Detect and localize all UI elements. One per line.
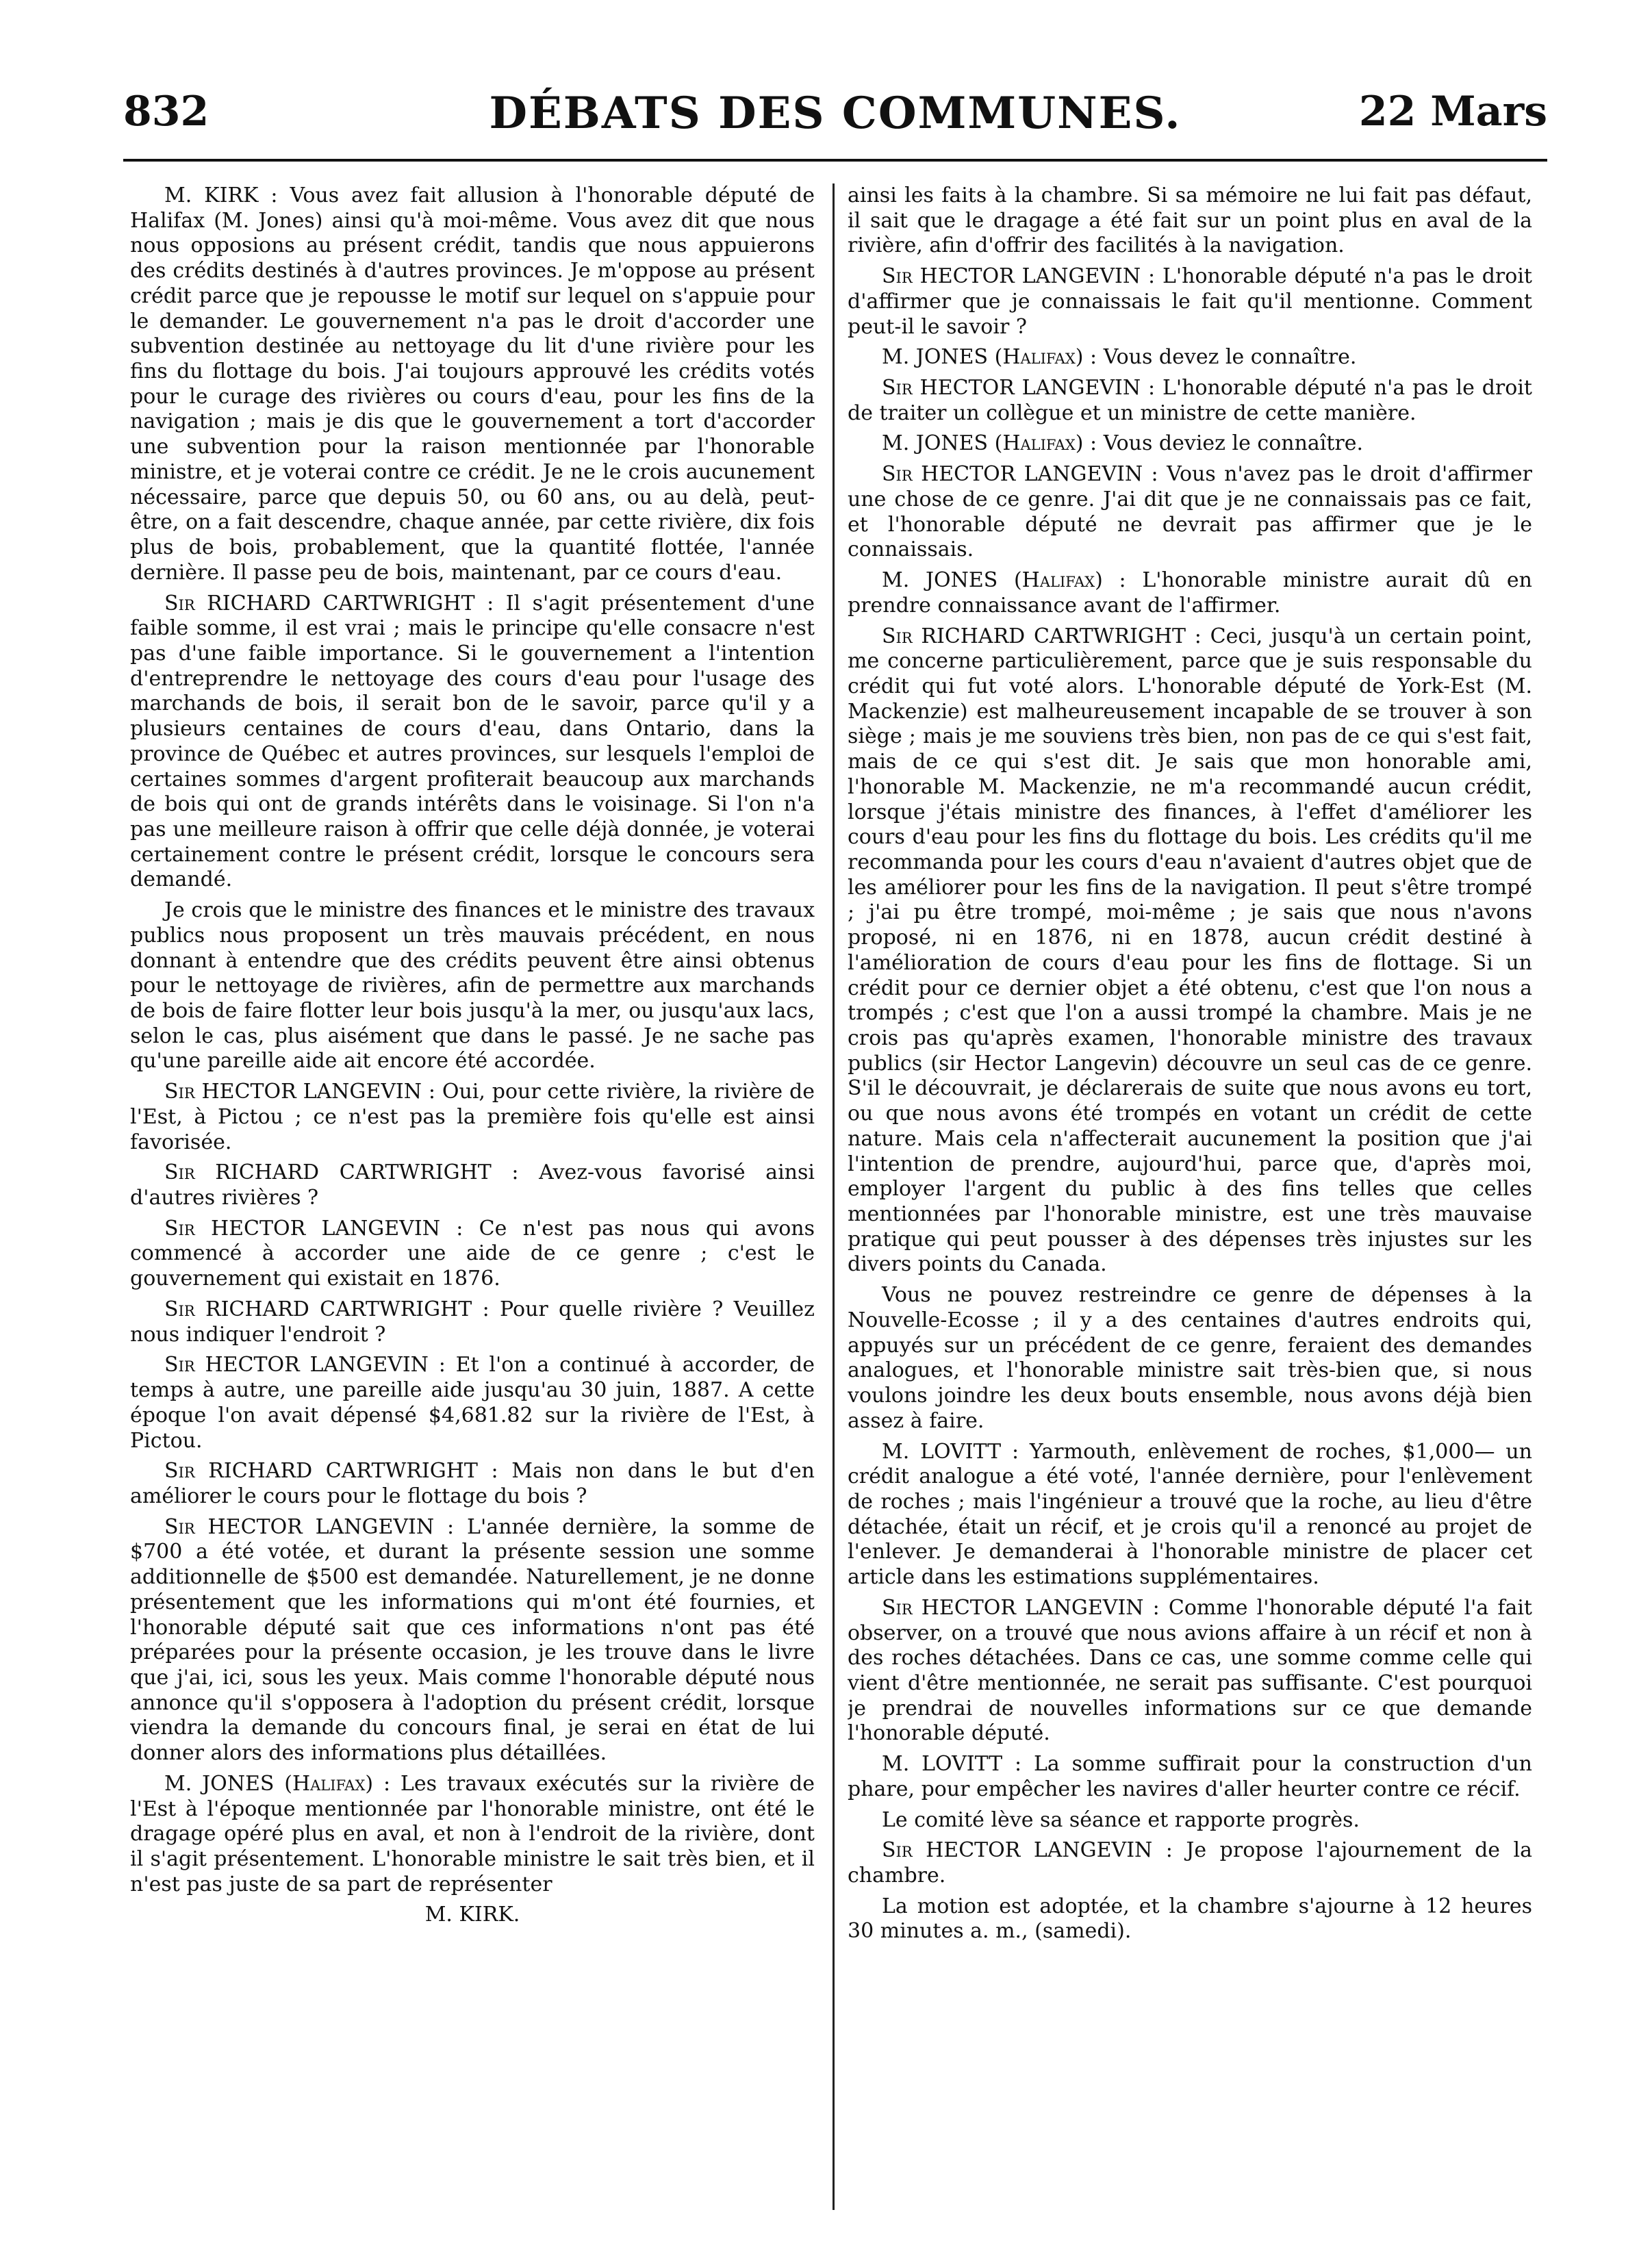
paragraph-text: La motion est adoptée, et la chambre s'ajourne à 12 heures 30 minutes a. m., (samedi). bbox=[848, 1894, 1532, 1944]
column-divider bbox=[833, 183, 835, 2210]
paragraph bbox=[848, 264, 1532, 340]
paragraph-text: ainsi les faits à la chambre. Si sa mémoire ne lui fait pas défaut, il sait que le dragage a été fait sur un point plus en aval de la rivière, afin d'offrir des facilités à la navigation. bbox=[848, 183, 1532, 258]
paragraph bbox=[848, 183, 1532, 259]
header-rule bbox=[123, 159, 1547, 162]
paragraph bbox=[848, 624, 1532, 1278]
paragraph bbox=[130, 1217, 815, 1292]
speaker-name: M. LOVITT : bbox=[882, 1752, 1022, 1777]
page-header bbox=[123, 88, 1547, 149]
paragraph-text: Vous n'avez pas le droit d'affirmer une chose de ce genre. J'ai dit que je ne connaissais pas ce fait, et l'honorable député ne devrait pas affirmer que je le connaissais. bbox=[848, 462, 1532, 562]
paragraph-text: L'année dernière, la somme de $700 a été votée, et durant la présente session une somme additionnelle de $500 est demandée. Naturellement, je ne donne présentement que les informations qui m'ont été fournies, et l'honorable député sait que ces informations n'ont pas été préparées pour la présente occasion, je les trouve dans le livre que j'ai, ici, sous les yeux. Mais comme l'honorable député nous annonce qu'il s'opposera à l'adoption du présent crédit, lorsque viendra la demande du concours final, je serai en état de lui donner alors des informations plus détaillées. bbox=[130, 1514, 815, 1766]
paragraph-text: L'honorable ministre aurait dû en prendre connaissance avant de l'affirmer. bbox=[848, 568, 1532, 618]
left-column bbox=[130, 183, 815, 2210]
paragraph bbox=[130, 592, 815, 893]
paragraph-text: Le comité lève sa séance et rapporte progrès. bbox=[882, 1807, 1360, 1832]
speaker-name: M. KIRK : bbox=[164, 183, 278, 207]
paragraph-text: Yarmouth, enlèvement de roches, $1,000— un crédit analogue a été voté, l'année dernière, pour l'enlèvement de roches ; mais l'ingénieur a trouvé que la roche, au lieu d'être détachée, était un récif, et je crois qu'il a renoncé au projet de l'enlever. Je demanderai à l'honorable ministre de placer cet article dans les estimations supplémentaires. bbox=[848, 1439, 1532, 1590]
paragraph-text: Vous ne pouvez restreindre ce genre de dépenses à la Nouvelle-Ecosse ; il y a des centaines d'autres endroits qui, appuyés sur un précédent de ce genre, feraient des demandes analogues, et l'honorable ministre sait très-bien que, si nous voulons joindre les deux bouts ensemble, nous avons déjà bien assez à faire. bbox=[848, 1283, 1532, 1433]
speaker-name: Sir HECTOR LANGEVIN : bbox=[882, 1595, 1160, 1620]
paragraph-text: Oui, pour cette rivière, la rivière de l'Est, à Pictou ; ce n'est pas la première fois qu'elle est ainsi favorisée. bbox=[130, 1080, 815, 1154]
speaker-name: Sir HECTOR LANGEVIN : bbox=[164, 1353, 446, 1377]
paragraph bbox=[848, 462, 1532, 563]
paragraph bbox=[130, 898, 815, 1074]
paragraph-text: Je crois que le ministre des finances et le ministre des travaux publics nous proposent un très mauvais précédent, en nous donnant à entendre que des crédits peuvent être ainsi obtenus pour le nettoyage de rivières, afin de permettre aux marchands de bois de faire flotter leur bois jusqu'à la mer, ou jusqu'aux lacs, selon le cas, plus aisément que dans le passé. Je ne sache pas qu'une pareille aide ait encore été accordée. bbox=[130, 898, 815, 1073]
paragraph-text: Mais non dans le but d'en améliorer le cours pour le flottage du bois ? bbox=[130, 1459, 815, 1508]
paragraph bbox=[848, 1894, 1532, 1944]
speaker-name: Sir RICHARD CARTWRIGHT : bbox=[164, 591, 494, 615]
speaker-name: Sir HECTOR LANGEVIN : bbox=[882, 264, 1156, 289]
paragraph bbox=[848, 1808, 1532, 1833]
paragraph bbox=[848, 1838, 1532, 1888]
speaker-name: Sir HECTOR LANGEVIN : bbox=[882, 462, 1158, 487]
paragraph bbox=[130, 1353, 815, 1453]
speaker-name: Sir HECTOR LANGEVIN : bbox=[164, 1216, 463, 1241]
paragraph bbox=[130, 1772, 815, 1898]
speaker-name: M. JONES (Halifax) : bbox=[164, 1771, 391, 1796]
speaker-name: M. LOVITT : bbox=[882, 1439, 1019, 1464]
paragraph bbox=[848, 1596, 1532, 1746]
speaker-name: Sir HECTOR LANGEVIN : bbox=[164, 1080, 435, 1104]
paragraph-text: Ceci, jusqu'à un certain point, me concerne particulièrement, parce que je suis responsable du crédit qui fut voté alors. L'honorable député de York-Est (M. Mackenzie) est malheureusement incapable de se trouver à son siège ; mais je me souviens très bien, non pas de ce qui s'est fait, mais de ce qui s'est dit. Je sais que mon honorable ami, l'honorable M. Mackenzie, ne m'a recommandé aucun crédit, lorsque j'étais ministre des finances, à l'effet d'améliorer les cours d'eau pour les fins du flottage du bois. Les crédits qu'il me recommanda pour les cours d'eau n'avaient d'autres objet que de les améliorer pour les fins de la navigation. Il peut s'être trompé ; j'ai pu être trompé, moi-même ; je sais que nous n'avons proposé, ni en 1876, ni en 1878, aucun crédit destiné à l'amélioration de cours d'eau pour les fins de flottage. Si un crédit pour ce dernier objet a été obtenu, c'est que l'on nous a trompés ; c'est que l'on a aussi trompé la chambre. Mais je ne crois pas qu'après examen, l'honorable ministre des travaux publics (sir Hector Langevin) découvre un seul cas de ce genre. S'il le découvrait, je déclarerais de suite que nous avons eu tort, ou que nous avons été trompés en votant un crédit de cette nature. Mais cela n'affecterait aucunement la position que j'ai l'intention de prendre, aujourd'hui, parce que, d'après moi, employer l'argent du public à des fins telles que celles mentionnées par l'honorable ministre, est une très mauvaise pratique qui peut pousser à des dépenses très injustes sur les divers points du Canada. bbox=[848, 624, 1532, 1277]
paragraph-text: Comme l'honorable député l'a fait observer, on a trouvé que nous avions affaire à un récif et non à des roches détachées. Dans ce cas, une somme comme celle qui vient d'être mentionnée, ne serait pas suffisante. C'est pourquoi je prendrai de nouvelles informations sur ce que demande l'honorable député. bbox=[848, 1595, 1532, 1746]
paragraph bbox=[130, 1459, 815, 1509]
page-title: DÉBATS DES COMMUNES. bbox=[489, 88, 1182, 139]
paragraph bbox=[130, 1080, 815, 1155]
paragraph bbox=[130, 1160, 815, 1210]
paragraph-text: Je propose l'ajournement de la chambre. bbox=[848, 1838, 1532, 1888]
speaker-name: Sir RICHARD CARTWRIGHT : bbox=[882, 624, 1202, 648]
paragraph bbox=[848, 1283, 1532, 1434]
paragraph bbox=[848, 431, 1532, 457]
speaker-name: Sir HECTOR LANGEVIN : bbox=[164, 1514, 455, 1539]
paragraph-text: La somme suffirait pour la construction d'un phare, pour empêcher les navires d'aller heurter contre ce récif. bbox=[848, 1752, 1532, 1801]
right-column bbox=[848, 183, 1532, 2210]
paragraph bbox=[848, 568, 1532, 618]
page-number: 832 bbox=[123, 88, 209, 136]
speaker-name: M. JONES (Halifax) : bbox=[882, 568, 1126, 593]
paragraph-text: Avez-vous favorisé ainsi d'autres rivières ? bbox=[130, 1160, 815, 1210]
paragraph bbox=[848, 1440, 1532, 1590]
paragraph-text: Vous deviez le connaître. bbox=[1103, 431, 1364, 456]
speaker-name: M. JONES (Halifax) : bbox=[882, 431, 1097, 456]
paragraph bbox=[848, 376, 1532, 426]
paragraph-text: L'honorable député n'a pas le droit de traiter un collègue et un ministre de cette manière. bbox=[848, 376, 1532, 425]
paragraph-text: Vous avez fait allusion à l'honorable député de Halifax (M. Jones) ainsi qu'à moi-même. Vous avez dit que nous nous opposions au présent crédit, tandis que nous appuierons des crédits destinés à d'autres provinces. Je m'oppose au présent crédit parce que je repousse le motif sur lequel on s'appuie pour le demander. Le gouvernement n'a pas le droit d'accorder une subvention destinée au nettoyage du lit d'une rivière pour les fins du flottage du bois. J'ai toujours approuvé les crédits votés pour le curage des rivières ou cours d'eau, pour les fins de la navigation ; mais je dis que le gouvernement a tort d'accorder une subvention pour la raison mentionnée par l'honorable ministre, et je voterai contre ce crédit. Je ne le crois aucunement nécessaire, parce que depuis 50, ou 60 ans, ou au delà, peut-être, on a fait descendre, chaque année, par cette rivière, dix fois plus de bois, probablement, que la quantité flottée, l'année dernière. Il passe peu de bois, maintenant, par ce cours d'eau. bbox=[130, 183, 815, 585]
paragraph-text: Pour quelle rivière ? Veuillez nous indiquer l'endroit ? bbox=[130, 1297, 815, 1347]
paragraph bbox=[848, 345, 1532, 370]
paragraph-text: Vous devez le connaître. bbox=[1103, 345, 1357, 370]
speaker-name: Sir RICHARD CARTWRIGHT : bbox=[164, 1459, 498, 1484]
speaker-name: Sir HECTOR LANGEVIN : bbox=[882, 376, 1156, 401]
paragraph-text: Il s'agit présentement d'une faible somme, il est vrai ; mais le principe qu'elle consacre n'est pas d'une faible importance. Si le gouvernement a l'intention d'entreprendre le nettoyage des cours d'eau pour l'usage des marchands de bois, il serait bon de le savoir, parce qu'il y a plusieurs centaines de cours d'eau, dans Ontario, dans la province de Québec et autres provinces, sur lesquels l'emploi de certaines sommes d'argent profiterait beaucoup aux marchands de bois qui ont de grands intérêts dans le voisinage. Si l'on n'a pas une meilleure raison à offrir que celle déjà donnée, je voterai certainement contre le présent crédit, lorsque le concours sera demandé. bbox=[130, 591, 815, 892]
paragraph-text: Les travaux exécutés sur la rivière de l'Est à l'époque mentionnée par l'honorable ministre, ont été le dragage opéré plus en aval, et non à l'endroit de la rivière, dont il s'agit présentement. L'honorable ministre le sait très bien, et il n'est pas juste de sa part de représenter bbox=[130, 1771, 815, 1896]
paragraph bbox=[848, 1752, 1532, 1802]
paragraph bbox=[130, 1515, 815, 1766]
speaker-name: Sir RICHARD CARTWRIGHT : bbox=[164, 1297, 490, 1321]
column-footer: M. KIRK. bbox=[424, 1903, 520, 1927]
speaker-name: Sir RICHARD CARTWRIGHT : bbox=[164, 1160, 519, 1185]
paragraph-text: Ce n'est pas nous qui avons commencé à accorder une aide de ce genre ; c'est le gouvernement qui existait en 1876. bbox=[130, 1216, 815, 1291]
page-date: 22 Mars bbox=[1358, 88, 1547, 136]
paragraph-text: L'honorable député n'a pas le droit d'affirmer que je connaissais le fait qu'il mentionne. Comment peut-il le savoir ? bbox=[848, 264, 1532, 339]
paragraph bbox=[130, 1297, 815, 1347]
speaker-name: M. JONES (Halifax) : bbox=[882, 345, 1097, 370]
paragraph bbox=[130, 183, 815, 586]
paragraph-text: Et l'on a continué à accorder, de temps à autre, une pareille aide jusqu'au 30 juin, 1887. A cette époque l'on avait dépensé $4,681.82 sur la rivière de l'Est, à Pictou. bbox=[130, 1353, 815, 1453]
speaker-name: Sir HECTOR LANGEVIN : bbox=[882, 1838, 1173, 1863]
